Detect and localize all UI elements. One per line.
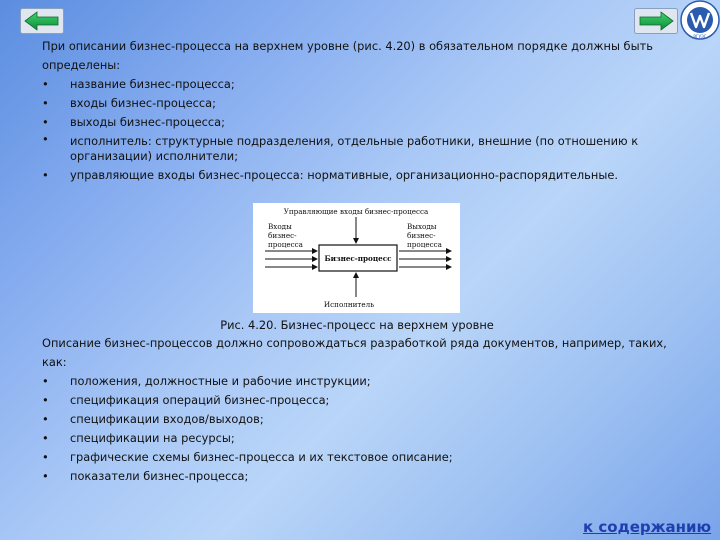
outputs-label-line2: бизнес- (407, 231, 436, 240)
list-item: • положения, должностные и рабочие инструкции; (42, 372, 672, 391)
table-of-contents-link[interactable]: к содержанию (583, 518, 712, 536)
svg-text:ВГУЭС: ВГУЭС (693, 34, 707, 39)
bullet: • (42, 132, 49, 146)
bullet: • (42, 77, 49, 91)
list-item: • спецификации входов/выходов; (42, 410, 672, 429)
list-item: • управляющие входы бизнес-процесса: нормативные, организационно-распорядительные. (42, 166, 672, 185)
forward-arrow-icon[interactable] (634, 8, 678, 34)
bullet: • (42, 168, 49, 182)
inputs-label-line3: процесса (268, 240, 303, 249)
process-box-label: Бизнес-процесс (324, 254, 392, 263)
outputs-label-line3: процесса (407, 240, 442, 249)
outputs-label-line1: Выходы (407, 222, 437, 231)
bullet: • (42, 393, 49, 407)
control-label: Управляющие входы бизнес-процесса (283, 207, 429, 216)
performer-label: Исполнитель (323, 300, 375, 309)
requirements-list (42, 75, 672, 185)
bullet: • (42, 374, 49, 388)
list-item: • графические схемы бизнес-процесса и их текстовое описание; (42, 448, 672, 467)
requirements-section (42, 37, 672, 185)
documents-intro: Описание бизнес-процессов должно сопровождаться разработкой ряда документов, например, таких, как: (42, 336, 667, 369)
documents-section (42, 334, 672, 486)
bullet: • (42, 96, 49, 110)
list-item: • исполнитель: структурные подразделения, отдельные работники, внешние (по отношению к организации) исполнители; (42, 132, 639, 163)
back-arrow-icon[interactable] (20, 8, 64, 34)
process-diagram (253, 203, 460, 313)
list-item: • спецификации на ресурсы; (42, 429, 672, 448)
figure-caption: Рис. 4.20. Бизнес-процесс на верхнем уровне (220, 318, 494, 332)
list-item: • входы бизнес-процесса; (42, 94, 672, 113)
inputs-label-line2: бизнес- (268, 231, 297, 240)
inputs-label-line1: Входы (268, 222, 292, 231)
bullet: • (42, 431, 49, 445)
university-logo (680, 0, 720, 40)
bullet: • (42, 412, 49, 426)
intro-paragraph: При описании бизнес-процесса на верхнем уровне (рис. 4.20) в обязательном порядке должны быть определены: (42, 39, 653, 72)
documents-list (42, 372, 672, 486)
bullet: • (42, 450, 49, 464)
list-item: • показатели бизнес-процесса; (42, 467, 672, 486)
bullet: • (42, 115, 49, 129)
list-item: • спецификация операций бизнес-процесса; (42, 391, 672, 410)
list-item: • выходы бизнес-процесса; (42, 113, 672, 132)
bullet: • (42, 469, 49, 483)
list-item: • название бизнес-процесса; (42, 75, 672, 94)
